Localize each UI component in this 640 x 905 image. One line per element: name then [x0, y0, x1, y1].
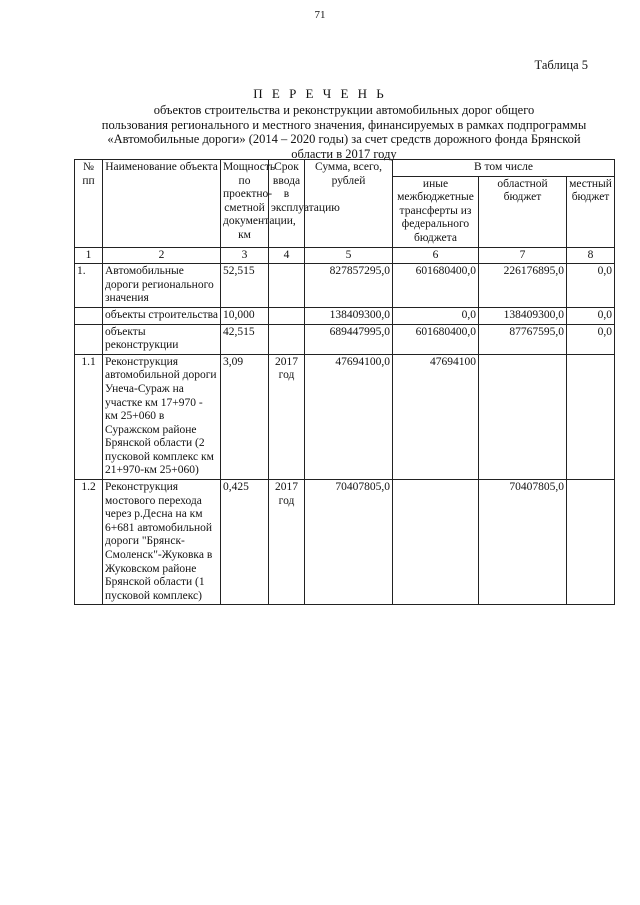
col-number: 1 — [75, 247, 103, 264]
col-number: 7 — [479, 247, 567, 264]
row-num: 1. — [75, 264, 103, 308]
table-row — [75, 264, 615, 308]
row-regional: 226176895,0 — [479, 264, 567, 308]
col-number: 6 — [393, 247, 479, 264]
table-row — [75, 307, 615, 324]
row-federal: 47694100 — [393, 354, 479, 479]
header-sum: Сумма, всего, рублей — [305, 160, 393, 248]
row-name: Реконструкция автомобильной дороги Унеча-Сураж на участке км 17+970 - км 25+060 в Суражском районе Брянской области (2 пусковой комплекс км 21+970-км 25+060) — [103, 354, 221, 479]
col-number: 4 — [269, 247, 305, 264]
header-term: Срок ввода в эксплуатацию — [269, 160, 305, 248]
row-local: 0,0 — [567, 307, 615, 324]
col-number: 8 — [567, 247, 615, 264]
row-local — [567, 480, 615, 605]
row-term — [269, 307, 305, 324]
row-power: 42,515 — [221, 324, 269, 354]
row-local — [567, 354, 615, 479]
col-number: 5 — [305, 247, 393, 264]
row-term — [269, 264, 305, 308]
row-sum: 689447995,0 — [305, 324, 393, 354]
document-title: П Е Р Е Ч Е Н Ь — [253, 86, 387, 101]
row-regional — [479, 354, 567, 479]
row-federal: 601680400,0 — [393, 324, 479, 354]
table-row — [75, 480, 615, 605]
col-number: 2 — [103, 247, 221, 264]
header-power: Мощность по проектно-сметной документации, км — [221, 160, 269, 248]
header-including: В том числе — [393, 160, 615, 177]
header-local: местный бюджет — [567, 176, 615, 247]
row-num: 1.1 — [75, 354, 103, 479]
table-label: Таблица 5 — [534, 58, 588, 72]
row-num — [75, 307, 103, 324]
row-regional: 70407805,0 — [479, 480, 567, 605]
row-num — [75, 324, 103, 354]
objects-table — [74, 159, 615, 605]
row-federal — [393, 480, 479, 605]
row-local: 0,0 — [567, 324, 615, 354]
header-regional: областной бюджет — [479, 176, 567, 247]
row-sum: 827857295,0 — [305, 264, 393, 308]
row-sum: 70407805,0 — [305, 480, 393, 605]
row-name: Реконструкция мостового перехода через р.Десна на км 6+681 автомобильной дороги "Брянск-Смоленск"-Жуковка в Жуковском районе Брянской области (1 пусковой комплекс) — [103, 480, 221, 605]
row-power: 10,000 — [221, 307, 269, 324]
col-number: 3 — [221, 247, 269, 264]
column-number-row — [75, 247, 615, 264]
row-term: 2017 год — [269, 480, 305, 605]
document-subtitle — [84, 103, 604, 161]
subtitle-line: «Автомобильные дороги» (2014 – 2020 годы) за счет средств дорожного фонда Брянской — [107, 132, 581, 146]
row-name: объекты строительства — [103, 307, 221, 324]
row-term: 2017 год — [269, 354, 305, 479]
row-num: 1.2 — [75, 480, 103, 605]
page-number: 71 — [314, 9, 326, 21]
header-federal: иные межбюджетные трансферты из федерального бюджета — [393, 176, 479, 247]
row-regional: 87767595,0 — [479, 324, 567, 354]
header-name: Наименование объекта — [103, 160, 221, 248]
subtitle-line: пользования регионального и местного значения, финансируемых в рамках подпрограммы — [101, 117, 587, 132]
row-power: 52,515 — [221, 264, 269, 308]
row-regional: 138409300,0 — [479, 307, 567, 324]
table-row — [75, 324, 615, 354]
subtitle-line: объектов строительства и реконструкции автомобильных дорог общего — [153, 103, 535, 117]
row-federal: 0,0 — [393, 307, 479, 324]
subtitle-line: области в 2017 году — [291, 146, 397, 161]
row-sum: 138409300,0 — [305, 307, 393, 324]
row-federal: 601680400,0 — [393, 264, 479, 308]
row-name: Автомобильные дороги регионального значения — [103, 264, 221, 308]
row-name: объекты реконструкции — [103, 324, 221, 354]
row-power: 3,09 — [221, 354, 269, 479]
row-term — [269, 324, 305, 354]
table-row — [75, 354, 615, 479]
row-local: 0,0 — [567, 264, 615, 308]
row-sum: 47694100,0 — [305, 354, 393, 479]
header-num: № пп — [75, 160, 103, 248]
row-power: 0,425 — [221, 480, 269, 605]
